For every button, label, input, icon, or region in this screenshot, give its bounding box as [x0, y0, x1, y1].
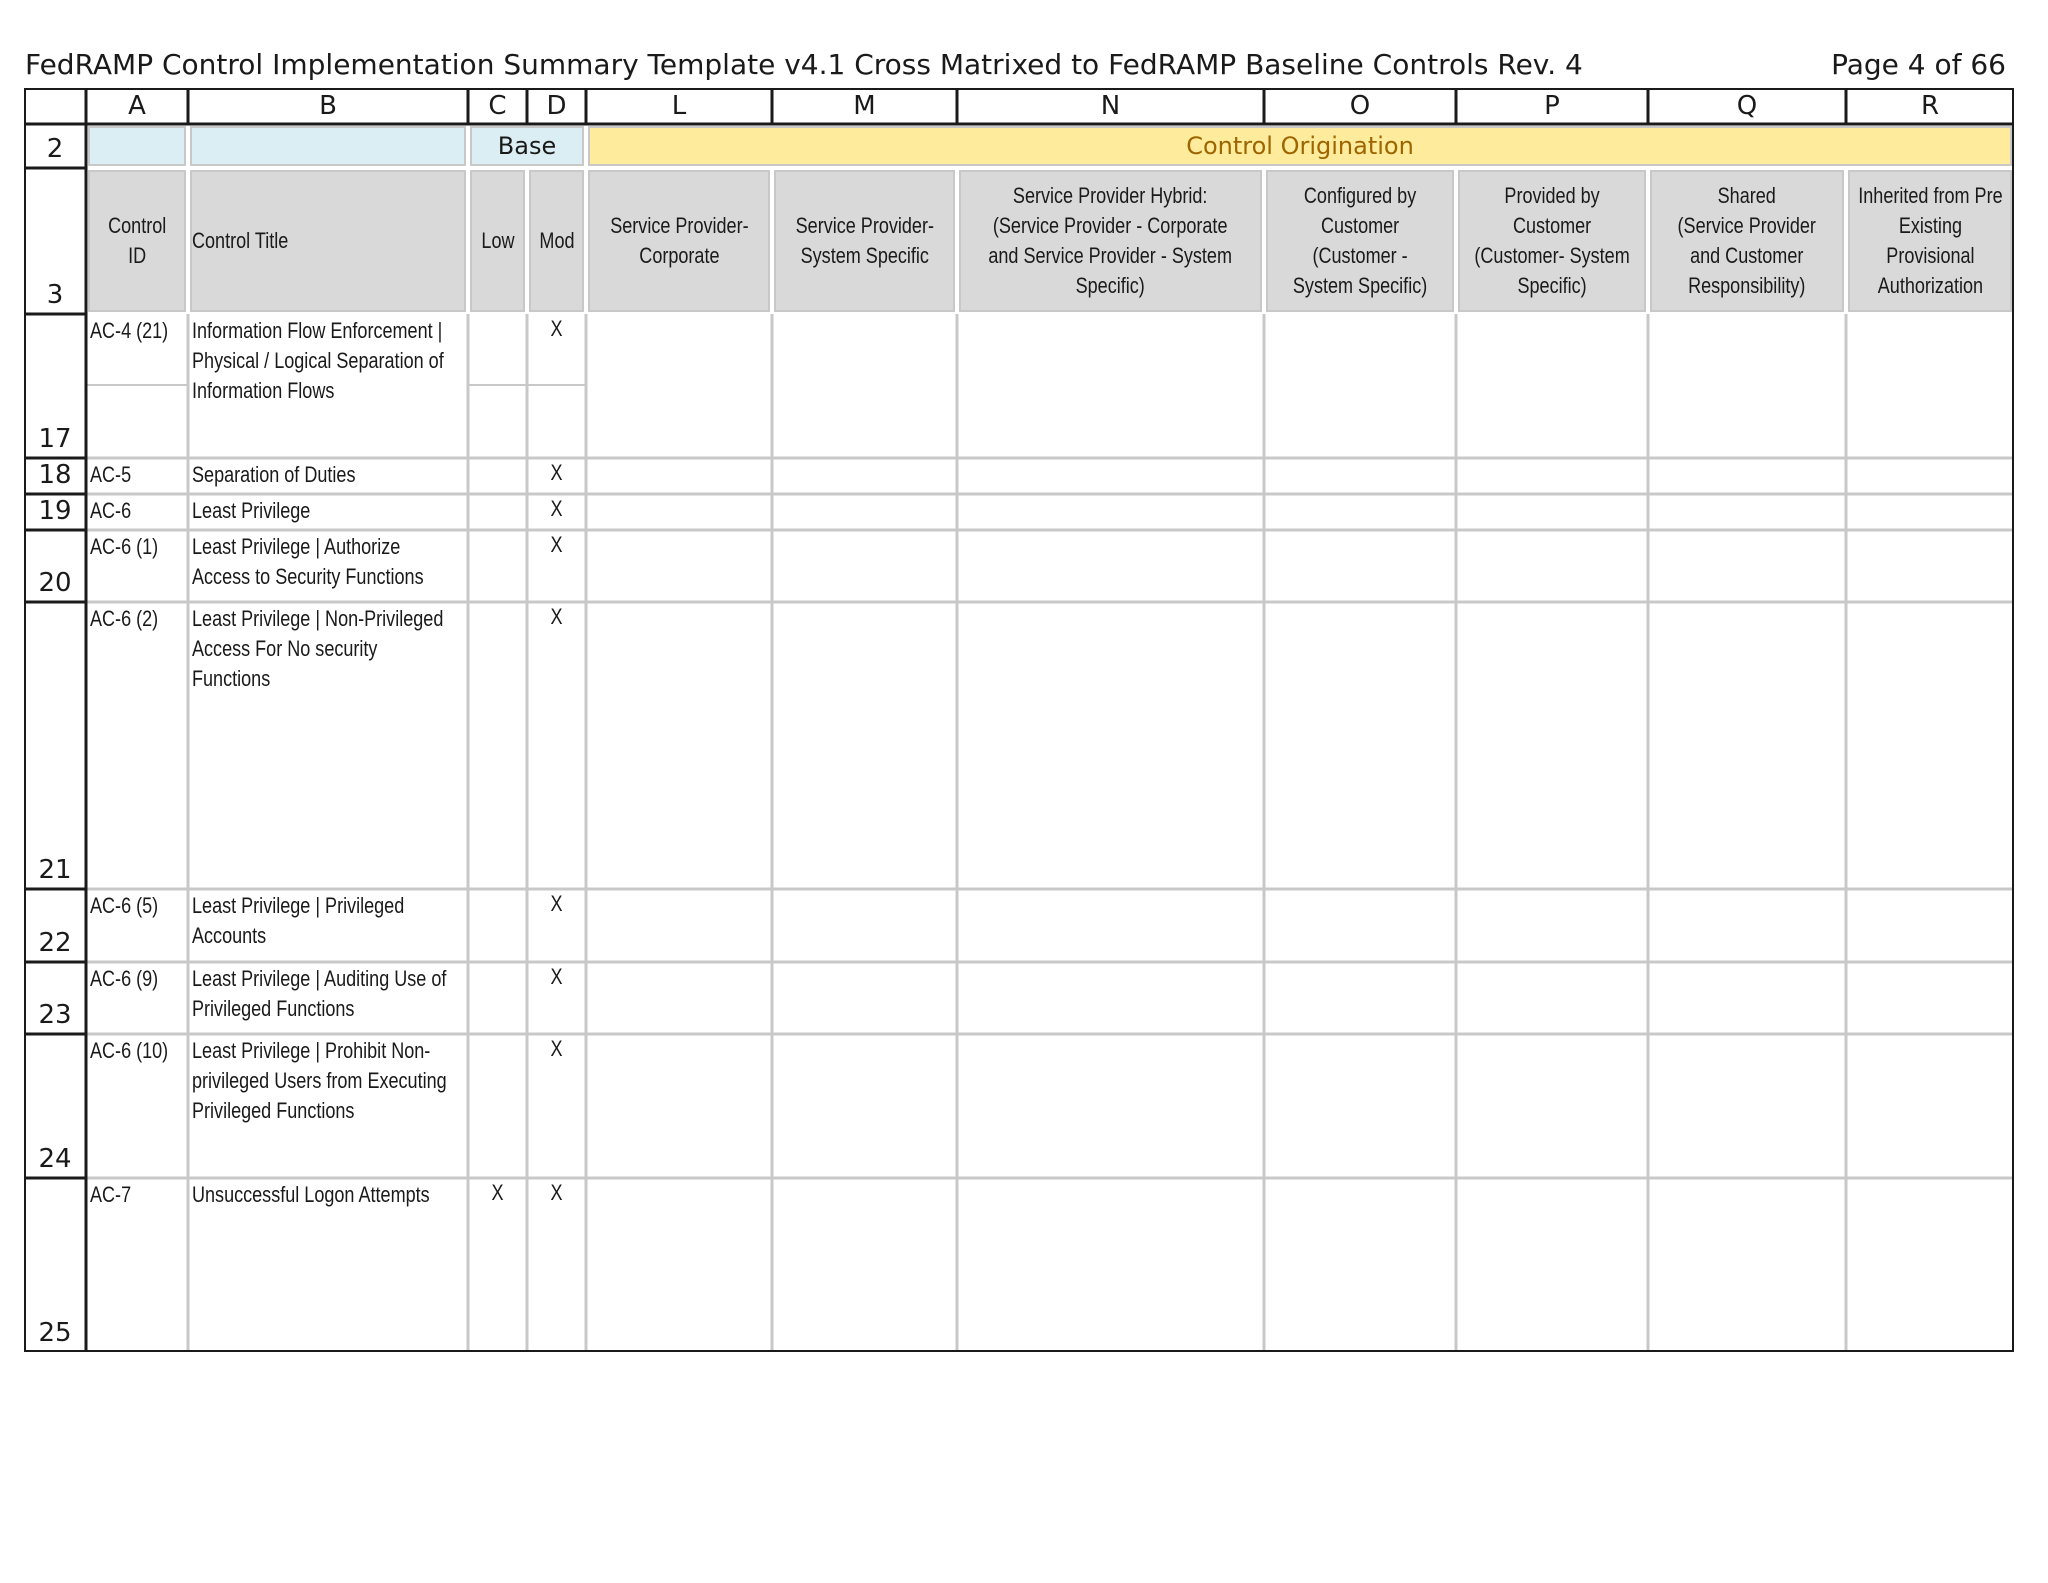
- spreadsheet-table: [24, 88, 2014, 1352]
- control-title: Least Privilege | Privileged Accounts: [192, 893, 405, 948]
- column-letter: A: [128, 91, 146, 121]
- control-id: AC-6 (9): [90, 966, 159, 991]
- mod-baseline-mark: X: [550, 532, 563, 557]
- provided-by-customer-header: Provided by Customer (Customer- System Specific): [1474, 183, 1630, 298]
- row-number: 19: [38, 496, 72, 526]
- column-letter: C: [488, 91, 507, 121]
- low-baseline-mark: [473, 458, 521, 494]
- control-id-header: Control ID: [107, 213, 167, 268]
- row-number: 25: [38, 1318, 72, 1348]
- mod-baseline-mark: X: [550, 604, 563, 629]
- row-number: 21: [38, 855, 72, 885]
- mod-baseline-mark: X: [550, 460, 563, 485]
- mod-baseline-mark: X: [550, 891, 563, 916]
- control-title: Separation of Duties: [192, 462, 356, 487]
- row-number: 2: [46, 134, 64, 164]
- control-title: Least Privilege | Prohibit Non- privileged Users from Executing Privileged Functions: [192, 1038, 447, 1123]
- column-letter: P: [1544, 91, 1560, 121]
- base-fill: [191, 127, 465, 165]
- mod-header: Mod: [538, 228, 575, 253]
- control-origination-label: Control Origination: [1186, 132, 1414, 160]
- control-id: AC-4 (21): [90, 318, 169, 343]
- row-number: 17: [38, 424, 72, 454]
- column-letter: Q: [1736, 91, 1758, 121]
- control-id: AC-7: [90, 1182, 132, 1207]
- row-number: 18: [38, 460, 72, 490]
- low-baseline-mark: X: [491, 1180, 504, 1205]
- page-header-title: FedRAMP Control Implementation Summary Template v4.1 Cross Matrixed to FedRAMP Baseline Controls Rev. 4: [25, 48, 1583, 81]
- control-title: Least Privilege | Authorize Access to Security Functions: [192, 534, 424, 589]
- mod-baseline-mark: X: [550, 1180, 563, 1205]
- control-title: Least Privilege | Auditing Use of Privileged Functions: [192, 966, 447, 1021]
- sp-hybrid-header: Service Provider Hybrid: (Service Provider - Corporate and Service Provider - System Specific): [988, 183, 1233, 298]
- mod-baseline-mark: X: [550, 964, 563, 989]
- low-baseline-mark: [473, 494, 521, 530]
- column-letter: D: [546, 91, 567, 121]
- column-letter: M: [853, 91, 876, 121]
- sp-corporate-header: Service Provider- Corporate: [609, 213, 749, 268]
- sp-system-header: Service Provider- System Specific: [795, 213, 934, 268]
- column-letter: N: [1100, 91, 1121, 121]
- low-baseline-mark: [473, 889, 521, 962]
- column-letter: L: [671, 91, 687, 121]
- low-header: Low: [480, 228, 515, 253]
- row-number: 20: [38, 568, 72, 598]
- column-letter: R: [1920, 91, 1940, 121]
- mod-baseline-mark: X: [550, 316, 563, 341]
- low-baseline-mark: [473, 314, 521, 458]
- shared-header: Shared (Service Provider and Customer Responsibility): [1677, 183, 1817, 298]
- inherited-header: Inherited from Pre Existing Provisional Authorization: [1857, 183, 2003, 298]
- control-title: Least Privilege: [192, 498, 311, 523]
- control-title-header: Control Title: [192, 228, 289, 253]
- control-id: AC-5: [90, 462, 132, 487]
- control-id: AC-6 (1): [90, 534, 159, 559]
- row-number: 23: [38, 1000, 72, 1030]
- mod-baseline-mark: X: [550, 1036, 563, 1061]
- row-number: 3: [46, 280, 64, 310]
- low-baseline-mark: [473, 962, 521, 1034]
- low-baseline-mark: [473, 1034, 521, 1178]
- row-number: 22: [38, 928, 72, 958]
- control-id: AC-6 (5): [90, 893, 159, 918]
- row-number: 24: [38, 1144, 72, 1174]
- control-id: AC-6 (2): [90, 606, 159, 631]
- control-title: Least Privilege | Non-Privileged Access For No security Functions: [192, 606, 444, 691]
- page-number: Page 4 of 66: [1831, 48, 2006, 81]
- column-letter: O: [1349, 91, 1371, 121]
- configured-by-customer-header: Configured by Customer (Customer - System Specific): [1292, 183, 1428, 298]
- control-title: Information Flow Enforcement | Physical / Logical Separation of Information Flows: [192, 318, 444, 403]
- control-id: AC-6: [90, 498, 132, 523]
- baseline-group-label: Base: [497, 132, 557, 160]
- control-title: Unsuccessful Logon Attempts: [192, 1182, 430, 1207]
- mod-baseline-mark: X: [550, 496, 563, 521]
- control-id: AC-6 (10): [90, 1038, 169, 1063]
- low-baseline-mark: [473, 530, 521, 602]
- column-letter: B: [319, 91, 337, 121]
- low-baseline-mark: [473, 602, 521, 889]
- base-fill: [89, 127, 185, 165]
